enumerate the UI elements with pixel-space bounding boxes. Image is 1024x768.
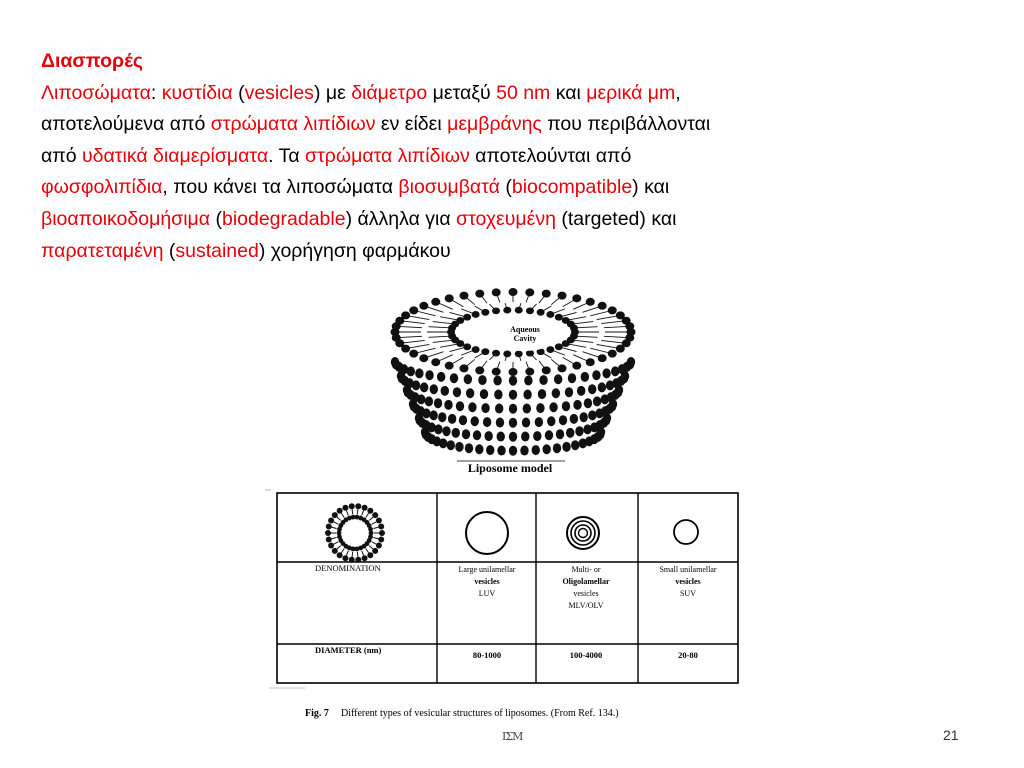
text-line <box>41 236 1001 268</box>
denomination-label: DENOMINATION <box>315 563 381 573</box>
vesicle-name-line: LUV <box>478 589 496 598</box>
text-segment: ( <box>163 239 176 262</box>
vesicle-diameter: 100-4000 <box>569 650 603 660</box>
highlighted-term: μεμβράνης <box>447 113 542 136</box>
text-segment: από <box>41 144 82 167</box>
highlighted-term: στοχευμένη <box>456 207 556 230</box>
text-segment: , <box>675 81 681 104</box>
vesicle-name-line: MLV/OLV <box>568 601 604 610</box>
highlighted-term: Λιποσώματα <box>41 81 151 104</box>
highlighted-term: 50 nm <box>496 81 551 104</box>
vesicle-diameters <box>473 650 698 660</box>
highlighted-term: μερικά μm <box>586 81 676 104</box>
luv-icon <box>466 512 508 554</box>
vesicle-diameter: 20-80 <box>678 650 698 660</box>
vesicle-name-line: vesicles <box>474 577 500 586</box>
text-segment: αποτελούμενα από <box>41 113 211 136</box>
text-segment: , που κάνει τα λιποσώματα <box>162 176 399 199</box>
highlighted-term: βιοαποικοδομήσιμα <box>41 207 211 230</box>
text-segment: ( <box>499 176 512 199</box>
figure-caption: Different types of vesicular structures of liposomes. (From Ref. 134.) <box>341 708 619 719</box>
suv-icon <box>674 520 698 544</box>
text-segment: ( <box>210 207 222 230</box>
bilayer-vesicle-icon <box>325 503 385 563</box>
highlighted-term: κυστίδια <box>161 81 233 104</box>
text-segment: ) και <box>632 176 670 199</box>
text-segment: αποτελούνται από <box>469 144 632 167</box>
highlighted-term: vesicles <box>244 81 314 104</box>
vesicle-diameter: 80-1000 <box>472 650 502 660</box>
slide-title: Διασπορές <box>41 50 144 72</box>
text-line <box>41 141 1001 173</box>
diameter-label: DIAMETER (nm) <box>315 645 382 655</box>
highlighted-term: παρατεταμένη <box>41 239 164 262</box>
text-line <box>41 109 1001 141</box>
vesicle-name-line: Multi- or <box>571 565 601 574</box>
vesicle-name-line: Large unilamellar <box>458 565 516 574</box>
figure <box>255 270 775 725</box>
highlighted-term: βιοσυμβατά <box>398 176 500 199</box>
highlighted-term: sustained <box>175 239 259 262</box>
text-line <box>41 78 1001 110</box>
text-segment: (targeted) και <box>555 207 677 230</box>
vesicle-name-line: vesicles <box>675 577 701 586</box>
figure-label: Fig. 7 <box>305 708 329 719</box>
liposome-model-illustration <box>391 288 636 456</box>
text-segment: : <box>150 81 162 104</box>
text-segment: ) άλληλα για <box>345 207 457 230</box>
cavity-label-2: Cavity <box>513 334 537 343</box>
cavity-label-1: Aqueous <box>510 325 540 334</box>
text-segment: που περιβάλλονται <box>541 113 711 136</box>
vesicle-name-line: Oligolamellar <box>562 577 610 586</box>
text-line <box>41 172 1001 204</box>
text-segment: εν είδει <box>375 113 448 136</box>
highlighted-term: διάμετρο <box>351 81 428 104</box>
highlighted-term: στρώματα λιπίδιων <box>305 144 470 167</box>
text-segment: ( <box>232 81 245 104</box>
highlighted-term: στρώματα λιπίδιων <box>210 113 376 136</box>
highlighted-term: biocompatible <box>511 176 633 199</box>
text-segment: ) με <box>313 81 352 104</box>
mlv-icon <box>567 517 599 549</box>
liposome-model-caption: Liposome model <box>467 461 553 475</box>
highlighted-term: υδατικά διαμερίσματα <box>82 144 269 167</box>
vesicle-name-line: SUV <box>679 589 697 598</box>
highlighted-term: φωσφολιπίδια <box>41 176 163 199</box>
highlighted-term: biodegradable <box>221 207 346 230</box>
text-segment: μεταξύ <box>427 81 497 104</box>
text-segment: ) χορήγηση φαρμάκου <box>258 239 451 262</box>
body-paragraph <box>41 78 1001 268</box>
page-number: 21 <box>943 727 959 743</box>
vesicle-type-names <box>459 565 717 610</box>
footer-logo: ΙΣΜ <box>502 730 523 743</box>
vesicle-name-line: Small unilamellar <box>659 565 717 574</box>
vesicle-name-line: vesicles <box>573 589 599 598</box>
vesicle-table <box>265 490 738 688</box>
text-line <box>41 204 1001 236</box>
text-segment: . Τα <box>268 144 306 167</box>
text-segment: και <box>550 81 587 104</box>
slide-text-block <box>41 46 1001 267</box>
